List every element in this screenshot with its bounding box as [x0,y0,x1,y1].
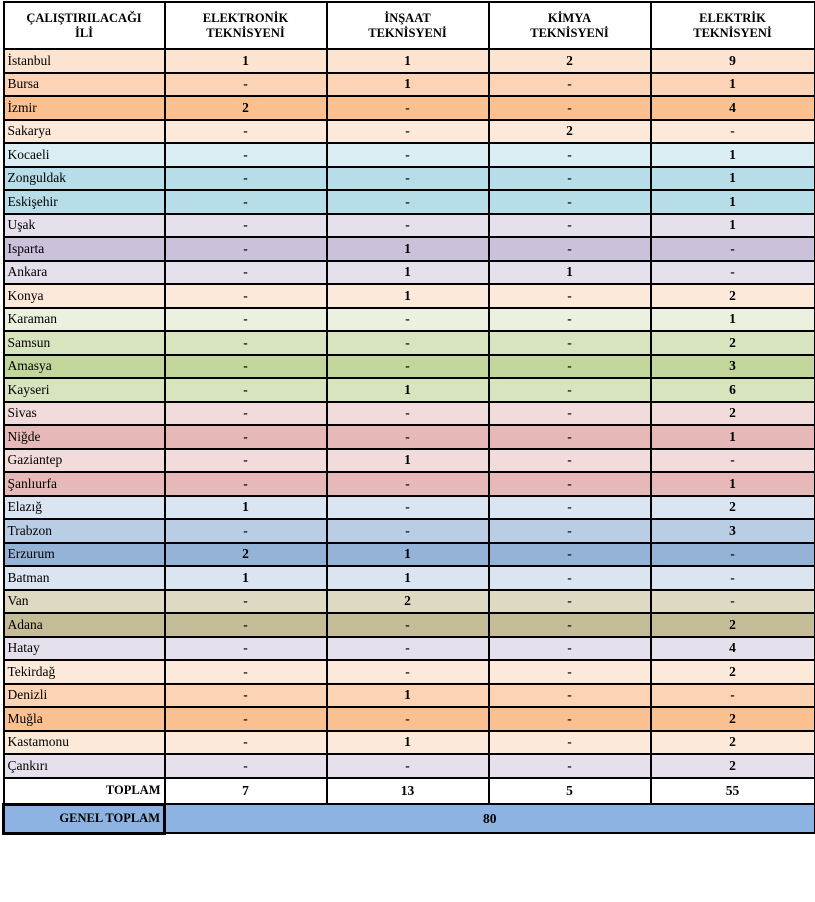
construction-count-cell: - [327,96,489,120]
city-cell: Batman [4,566,165,590]
chemistry-count-cell: 2 [489,49,651,73]
electronics-count-cell: - [165,449,327,473]
grand-total-row [4,804,815,833]
city-cell: Hatay [4,637,165,661]
chemistry-count-cell: - [489,684,651,708]
table-row [4,120,815,144]
electronics-count-cell: - [165,284,327,308]
electronics-count-cell: 1 [165,496,327,520]
header-electric [651,2,815,49]
city-cell: Sivas [4,402,165,426]
table-row [4,472,815,496]
electronics-count-cell: - [165,519,327,543]
city-cell: Eskişehir [4,190,165,214]
construction-count-cell: 1 [327,566,489,590]
electric-count-cell: 2 [651,660,815,684]
table-row [4,96,815,120]
electronics-count-cell: - [165,378,327,402]
chemistry-count-cell: - [489,402,651,426]
construction-count-cell: - [327,190,489,214]
construction-count-cell: 1 [327,449,489,473]
chemistry-count-cell: 1 [489,261,651,285]
city-cell: Erzurum [4,543,165,567]
table-row [4,73,815,97]
construction-count-cell: - [327,496,489,520]
chemistry-count-cell: - [489,660,651,684]
city-cell: Çankırı [4,754,165,778]
chemistry-count-cell: - [489,472,651,496]
table-row [4,308,815,332]
city-cell: Elazığ [4,496,165,520]
total-label: TOPLAM [4,778,165,805]
total-electronics: 7 [165,778,327,805]
city-cell: Kocaeli [4,143,165,167]
header-electronics-line2: TEKNİSYENİ [206,25,285,40]
electric-count-cell: 1 [651,167,815,191]
electronics-count-cell: - [165,331,327,355]
city-cell: Van [4,590,165,614]
electronics-count-cell: - [165,261,327,285]
header-city-line1: ÇALIŞTIRILACAĞI [26,10,142,25]
electronics-count-cell: - [165,754,327,778]
construction-count-cell: - [327,402,489,426]
electronics-count-cell: - [165,167,327,191]
electric-count-cell: 3 [651,519,815,543]
city-cell: Bursa [4,73,165,97]
electronics-count-cell: - [165,590,327,614]
electronics-count-cell: - [165,214,327,238]
chemistry-count-cell: - [489,449,651,473]
construction-count-cell: - [327,143,489,167]
chemistry-count-cell: - [489,308,651,332]
chemistry-count-cell: - [489,707,651,731]
table-row [4,378,815,402]
construction-count-cell: 1 [327,49,489,73]
table-row [4,355,815,379]
construction-count-cell: - [327,519,489,543]
electronics-count-cell: - [165,308,327,332]
chemistry-count-cell: - [489,590,651,614]
chemistry-count-cell: - [489,519,651,543]
electric-count-cell: - [651,120,815,144]
construction-count-cell: 1 [327,684,489,708]
construction-count-cell: - [327,707,489,731]
construction-count-cell: - [327,754,489,778]
construction-count-cell: 1 [327,543,489,567]
table-body [4,49,815,778]
electric-count-cell: 3 [651,355,815,379]
electronics-count-cell: 1 [165,566,327,590]
construction-count-cell: 1 [327,731,489,755]
header-construction-line2: TEKNİSYENİ [368,25,447,40]
electric-count-cell: 2 [651,284,815,308]
electric-count-cell: 9 [651,49,815,73]
construction-count-cell: - [327,660,489,684]
construction-count-cell: - [327,472,489,496]
grand-total-value: 80 [165,804,815,833]
electronics-count-cell: - [165,355,327,379]
electronics-count-cell: - [165,402,327,426]
construction-count-cell: - [327,331,489,355]
table-row [4,496,815,520]
electric-count-cell: 2 [651,402,815,426]
city-cell: Muğla [4,707,165,731]
electronics-count-cell: 2 [165,543,327,567]
city-cell: Amasya [4,355,165,379]
city-cell: Sakarya [4,120,165,144]
electronics-count-cell: - [165,684,327,708]
electric-count-cell: - [651,566,815,590]
electronics-count-cell: - [165,660,327,684]
construction-count-cell: 1 [327,237,489,261]
chemistry-count-cell: - [489,754,651,778]
electric-count-cell: 1 [651,472,815,496]
table-row [4,566,815,590]
header-electric-line1: ELEKTRİK [699,10,766,25]
construction-count-cell: 1 [327,73,489,97]
table-row [4,637,815,661]
city-cell: Zonguldak [4,167,165,191]
header-electronics [165,2,327,49]
electric-count-cell: - [651,543,815,567]
electric-count-cell: 4 [651,96,815,120]
electronics-count-cell: - [165,472,327,496]
table-row [4,519,815,543]
header-city [4,2,165,49]
city-cell: Şanlıurfa [4,472,165,496]
table-row [4,707,815,731]
chemistry-count-cell: - [489,543,651,567]
table-row [4,331,815,355]
total-row [4,778,815,805]
table-row [4,402,815,426]
chemistry-count-cell: - [489,284,651,308]
city-cell: Uşak [4,214,165,238]
electric-count-cell: 2 [651,707,815,731]
header-city-line2: İLİ [74,25,94,40]
city-cell: Gaziantep [4,449,165,473]
construction-count-cell: - [327,167,489,191]
electric-count-cell: 2 [651,754,815,778]
electric-count-cell: 1 [651,214,815,238]
table-row [4,590,815,614]
electric-count-cell: 2 [651,496,815,520]
header-chemistry-line1: KİMYA [547,10,592,25]
chemistry-count-cell: - [489,566,651,590]
city-cell: Samsun [4,331,165,355]
personnel-table [2,1,815,835]
construction-count-cell: 1 [327,261,489,285]
header-electric-line2: TEKNİSYENİ [693,25,772,40]
table-row [4,543,815,567]
chemistry-count-cell: - [489,425,651,449]
total-chemistry: 5 [489,778,651,805]
electric-count-cell: 1 [651,190,815,214]
table-row [4,143,815,167]
header-electronics-line1: ELEKTRONİK [202,10,289,25]
table-row [4,284,815,308]
chemistry-count-cell: - [489,73,651,97]
electronics-count-cell: - [165,731,327,755]
table-row [4,754,815,778]
electric-count-cell: - [651,237,815,261]
city-cell: Trabzon [4,519,165,543]
city-cell: Adana [4,613,165,637]
electric-count-cell: 2 [651,331,815,355]
construction-count-cell: - [327,214,489,238]
city-cell: Niğde [4,425,165,449]
electronics-count-cell: - [165,237,327,261]
chemistry-count-cell: - [489,496,651,520]
header-construction [327,2,489,49]
city-cell: Tekirdağ [4,660,165,684]
table-row [4,190,815,214]
chemistry-count-cell: - [489,637,651,661]
total-construction: 13 [327,778,489,805]
table-row [4,237,815,261]
chemistry-count-cell: - [489,190,651,214]
construction-count-cell: - [327,120,489,144]
electronics-count-cell: 2 [165,96,327,120]
construction-count-cell: - [327,425,489,449]
table-row [4,261,815,285]
chemistry-count-cell: - [489,378,651,402]
table-row [4,684,815,708]
electronics-count-cell: - [165,120,327,144]
electric-count-cell: - [651,261,815,285]
city-cell: İzmir [4,96,165,120]
table-row [4,449,815,473]
table-row [4,731,815,755]
electric-count-cell: 1 [651,73,815,97]
electric-count-cell: 4 [651,637,815,661]
table-row [4,425,815,449]
table-row [4,167,815,191]
electric-count-cell: 1 [651,308,815,332]
header-construction-line1: İNŞAAT [384,10,431,25]
city-cell: Konya [4,284,165,308]
electronics-count-cell: - [165,707,327,731]
city-cell: Kastamonu [4,731,165,755]
electric-count-cell: - [651,449,815,473]
electronics-count-cell: - [165,613,327,637]
construction-count-cell: - [327,637,489,661]
electronics-count-cell: 1 [165,49,327,73]
construction-count-cell: - [327,613,489,637]
table-row [4,214,815,238]
electric-count-cell: 1 [651,425,815,449]
city-cell: Isparta [4,237,165,261]
electric-count-cell: 1 [651,143,815,167]
chemistry-count-cell: - [489,96,651,120]
electric-count-cell: 6 [651,378,815,402]
grand-total-label: GENEL TOPLAM [4,804,165,833]
chemistry-count-cell: - [489,355,651,379]
table-row [4,49,815,73]
electric-count-cell: 2 [651,731,815,755]
electric-count-cell: 2 [651,613,815,637]
chemistry-count-cell: 2 [489,120,651,144]
electronics-count-cell: - [165,190,327,214]
city-cell: Karaman [4,308,165,332]
chemistry-count-cell: - [489,613,651,637]
table-row [4,660,815,684]
city-cell: Kayseri [4,378,165,402]
electronics-count-cell: - [165,637,327,661]
chemistry-count-cell: - [489,731,651,755]
chemistry-count-cell: - [489,143,651,167]
city-cell: İstanbul [4,49,165,73]
header-row [4,2,815,49]
construction-count-cell: 1 [327,284,489,308]
construction-count-cell: 1 [327,378,489,402]
chemistry-count-cell: - [489,214,651,238]
chemistry-count-cell: - [489,237,651,261]
construction-count-cell: 2 [327,590,489,614]
total-electric: 55 [651,778,815,805]
city-cell: Ankara [4,261,165,285]
electronics-count-cell: - [165,73,327,97]
header-chemistry-line2: TEKNİSYENİ [530,25,609,40]
electric-count-cell: - [651,684,815,708]
chemistry-count-cell: - [489,167,651,191]
construction-count-cell: - [327,308,489,332]
chemistry-count-cell: - [489,331,651,355]
electric-count-cell: - [651,590,815,614]
table-row [4,613,815,637]
city-cell: Denizli [4,684,165,708]
electronics-count-cell: - [165,143,327,167]
electronics-count-cell: - [165,425,327,449]
header-chemistry [489,2,651,49]
construction-count-cell: - [327,355,489,379]
